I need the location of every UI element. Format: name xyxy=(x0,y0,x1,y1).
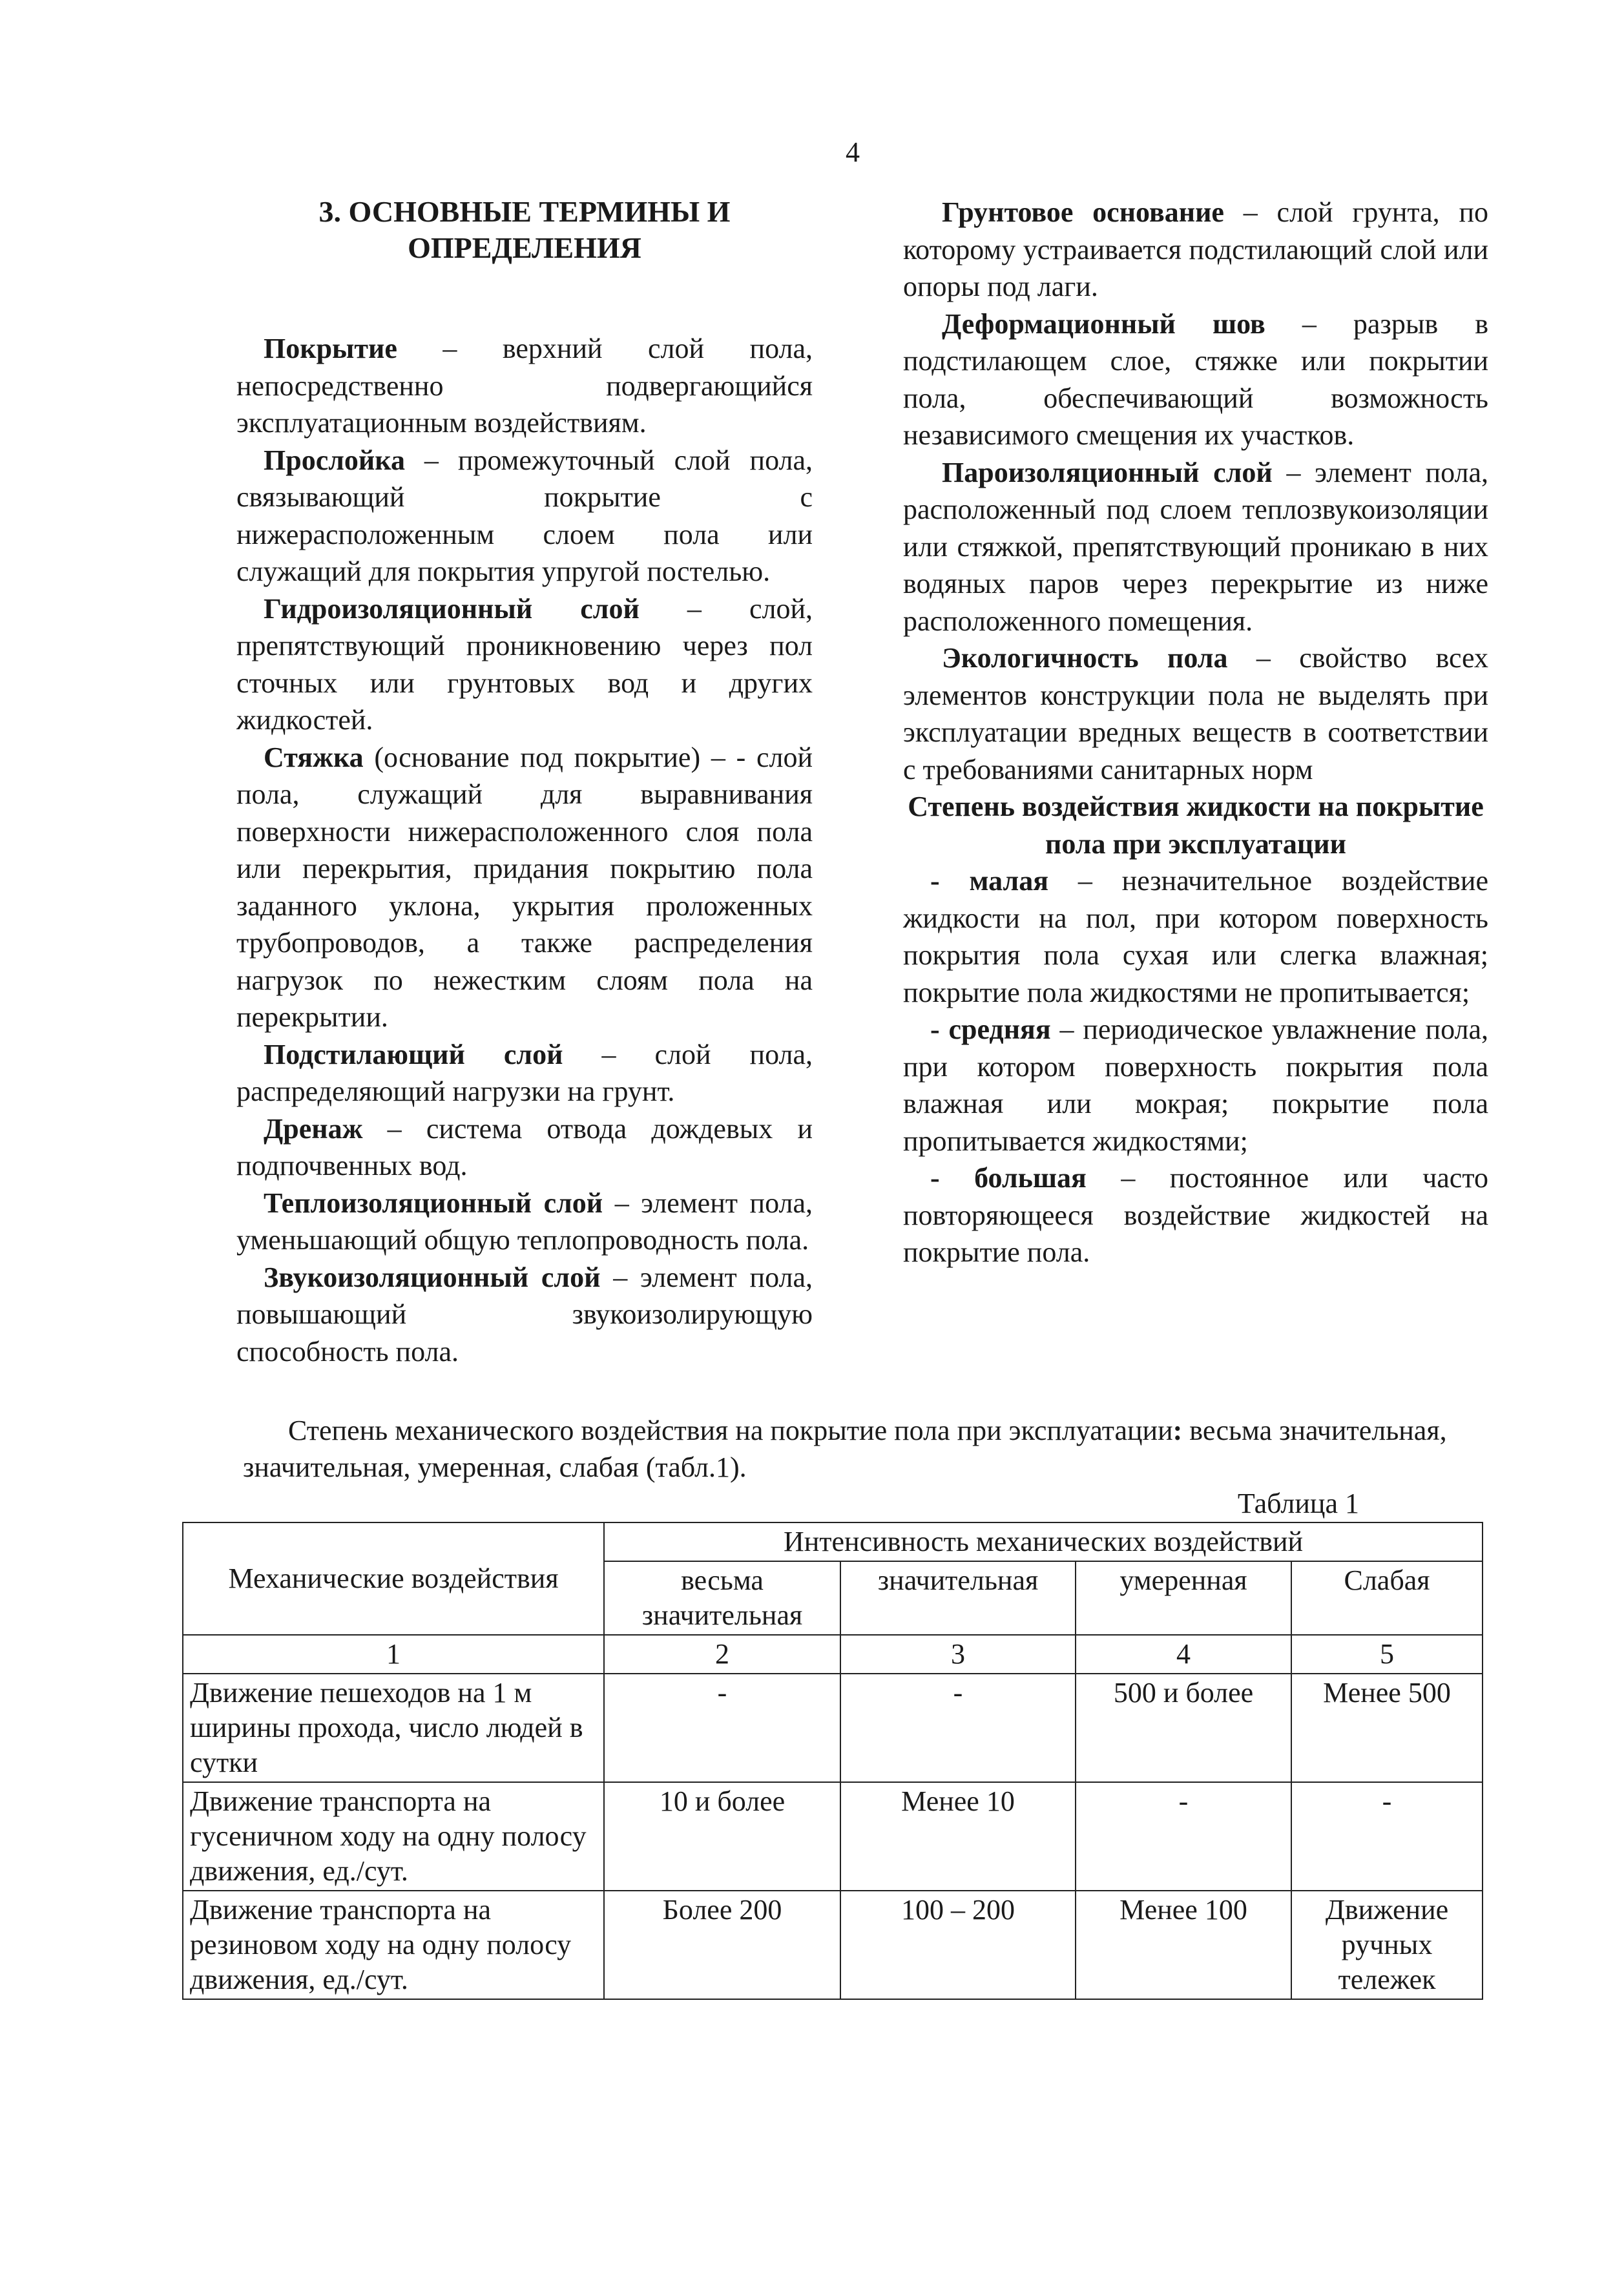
term: Прослойка xyxy=(264,444,405,476)
definition: – элемент пола, уменьшающий общую теплопроводность пола. xyxy=(236,1187,813,1256)
term: Звукоизоляционный слой xyxy=(264,1261,601,1293)
table-row xyxy=(183,1891,1483,1999)
header-cell: умеренная xyxy=(1076,1561,1291,1635)
table-row xyxy=(183,1782,1483,1891)
page-number: 4 xyxy=(846,136,860,168)
definition: – элемент пола, повышающий звукоизолирующую способность пола. xyxy=(236,1261,813,1367)
number-cell: 5 xyxy=(1291,1635,1483,1674)
right-column xyxy=(903,194,1488,1271)
term: Покрытие xyxy=(264,333,397,364)
number-cell: 1 xyxy=(183,1635,604,1674)
term: - малая xyxy=(930,865,1049,897)
definition: – постоянное или часто повторяющееся воздействие жидкостей на покрытие пола. xyxy=(903,1162,1488,1268)
table-cell: Более 200 xyxy=(604,1891,840,1999)
definition: – система отвода дождевых и подпочвенных вод. xyxy=(236,1112,813,1181)
definition: – слой пола, распределяющий нагрузки на грунт. xyxy=(236,1038,813,1107)
mechanical-impact-table xyxy=(182,1522,1483,2000)
definition-paragraph xyxy=(236,330,813,442)
header-cell: Слабая xyxy=(1291,1561,1483,1635)
table-row xyxy=(183,1674,1483,1782)
definition-paragraph xyxy=(903,454,1488,640)
definition: – незначительное воздействие жидкости на пол, при котором поверхность покрытия пола сухая или слегка влажная; покрытие пола жидкостями не пропитывается; xyxy=(903,865,1489,1008)
table-cell: Движение транспорта на гусеничном ходу на одну полосу движения, ед./сут. xyxy=(183,1782,604,1891)
table-cell: - xyxy=(1076,1782,1291,1891)
definition-paragraph xyxy=(236,1110,813,1185)
term: Стяжка xyxy=(264,741,364,773)
definition: – разрыв в подстилающем слое, стяжке или покрытии пола, обеспечивающий возможность независимого смещения их участков. xyxy=(903,307,1488,451)
definition-paragraph xyxy=(236,1185,813,1259)
term: Пароизоляционный слой xyxy=(942,456,1273,488)
table-cell: 10 и более xyxy=(604,1782,840,1891)
table-cell: Движение пешеходов на 1 м ширины прохода, число людей в сутки xyxy=(183,1674,604,1782)
definition: – слой, препятствующий проникновению через пол сточных или грунтовых вод и других жидкостей. xyxy=(236,592,813,736)
term: - средняя xyxy=(930,1013,1051,1045)
term: Деформационный шов xyxy=(942,307,1265,340)
definition-paragraph xyxy=(236,590,813,739)
number-cell: 4 xyxy=(1076,1635,1291,1674)
intro-text-after: весьма значительная, значительная, умеренная, слабая (табл.1). xyxy=(243,1415,1447,1483)
table-cell: Движение транспорта на резиновом ходу на одну полосу движения, ед./сут. xyxy=(183,1891,604,1999)
definition-paragraph xyxy=(236,442,813,590)
table-number-row xyxy=(183,1635,1483,1674)
term: - большая xyxy=(930,1162,1087,1194)
intro-colon: : xyxy=(1172,1415,1183,1446)
table-cell: Менее 100 xyxy=(1076,1891,1291,1999)
header-cell: значительная xyxy=(840,1561,1076,1635)
definition-paragraph xyxy=(236,739,813,1036)
term: Теплоизоляционный слой xyxy=(264,1187,603,1219)
term: Гидроизоляционный слой xyxy=(264,592,640,625)
table-cell: Менее 10 xyxy=(840,1782,1076,1891)
number-cell: 2 xyxy=(604,1635,840,1674)
definition: (основание под покрытие) – - слой пола, служащий для выравнивания поверхности нижерасположенного слоя пола или перекрытия, придания покрытию пола заданного уклона, укрытия проложенных трубопроводов, а также распределения нагрузок по нежестким слоям пола на перекрытии. xyxy=(236,741,813,1033)
intro-text: Степень механического воздействия на покрытие пола при эксплуатации xyxy=(288,1415,1173,1446)
header-cell: весьма значительная xyxy=(604,1561,840,1635)
definition: – верхний слой пола, непосредственно подвергающийся эксплуатационным воздействиям. xyxy=(236,333,813,439)
definition: – свойство всех элементов конструкции пола не выделять при эксплуатации вредных веществ в соответствии с требованиями санитарных норм xyxy=(903,642,1488,785)
definition-paragraph xyxy=(236,1036,813,1110)
header-cell: Механические воздействия xyxy=(183,1522,604,1635)
definition-paragraph xyxy=(236,1259,813,1371)
term: Дренаж xyxy=(264,1112,363,1145)
degree-item xyxy=(903,1159,1488,1271)
section-heading: 3. ОСНОВНЫЕ ТЕРМИНЫ И ОПРЕДЕЛЕНИЯ xyxy=(318,195,731,264)
table-cell: 500 и более xyxy=(1076,1674,1291,1782)
definition-paragraph xyxy=(903,194,1488,306)
term: Грунтовое основание xyxy=(942,196,1224,228)
definition: – периодическое увлажнение пола, при котором поверхность покрытия пола влажная или мокрая; покрытие пола пропитывается жидкостями; xyxy=(903,1013,1488,1157)
definition: – промежуточный слой пола, связывающий покрытие с нижерасположенным слоем пола или служащий для покрытия упругой постелью. xyxy=(236,444,813,587)
header-cell: Интенсивность механических воздействий xyxy=(604,1522,1483,1561)
table-cell: - xyxy=(604,1674,840,1782)
table-caption: Таблица 1 xyxy=(1237,1488,1359,1519)
term: Подстилающий слой xyxy=(264,1038,563,1070)
definition: – слой грунта, по которому устраивается подстилающий слой или опоры под лаги. xyxy=(903,196,1489,302)
term: Экологичность пола xyxy=(942,642,1228,674)
definition-paragraph xyxy=(903,639,1488,788)
table-cell: Движение ручных тележек xyxy=(1291,1891,1483,1999)
table-cell: Менее 500 xyxy=(1291,1674,1483,1782)
number-cell: 3 xyxy=(840,1635,1076,1674)
table-intro xyxy=(243,1412,1481,1486)
definition: – элемент пола, расположенный под слоем теплозвукоизоляции или стяжкой, препятствующий проникаю в них водяных паров через перекрытие из ниже расположенного помещения. xyxy=(903,456,1488,637)
table-cell: - xyxy=(1291,1782,1483,1891)
degree-item xyxy=(903,1011,1488,1159)
table-header-row xyxy=(183,1522,1483,1561)
table-cell: - xyxy=(840,1674,1076,1782)
degree-item xyxy=(903,862,1488,1011)
table-cell: 100 – 200 xyxy=(840,1891,1076,1999)
left-column xyxy=(236,194,813,1370)
liquid-impact-subheading: Степень воздействия жидкости на покрытие пола при эксплуатации xyxy=(908,791,1484,860)
definition-paragraph xyxy=(903,306,1488,454)
